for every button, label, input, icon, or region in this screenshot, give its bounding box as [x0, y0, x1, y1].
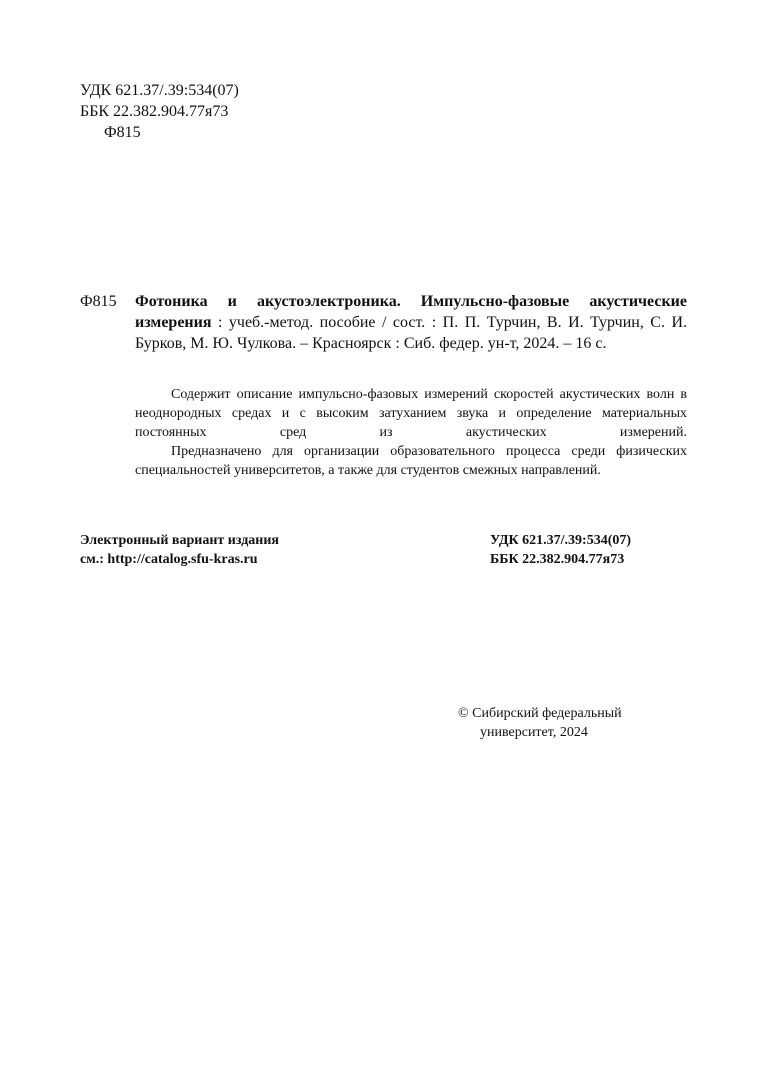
book-title: Фотоника и акустоэлектроника. Импульсно-фазовые акустические измерения	[135, 293, 687, 331]
top-classification-codes	[80, 80, 239, 143]
udk-code: УДК 621.37/.39:534(07)	[80, 82, 239, 99]
bbk-code: ББК 22.382.904.77я73	[490, 552, 625, 567]
catalog-link[interactable]: см.: http://catalog.sfu-kras.ru	[80, 552, 258, 567]
udk-code: УДК 621.37/.39:534(07)	[490, 533, 632, 548]
copyright-notice	[458, 704, 622, 742]
copyright-line: © Сибирский федеральный	[458, 706, 622, 721]
biblio-author-sign: Ф815	[80, 293, 117, 310]
book-details: : учеб.-метод. пособие / сост. : П. П. Турчин, В. И. Турчин, С. И. Бурков, М. Ю. Чулкова. – Красноярск : Сиб. федер. ун-т, 2024. – 16 с.	[135, 314, 687, 352]
annotation	[135, 385, 687, 480]
copyright-line: университет, 2024	[480, 725, 588, 740]
author-sign: Ф815	[104, 124, 141, 141]
electronic-edition	[80, 531, 279, 569]
annotation-paragraph: Содержит описание импульсно-фазовых измерений скоростей акустических волн в неоднородных средах и с высоким затуханием звука и определение материальных постоянных сред из акустических измерений.	[135, 387, 687, 440]
electronic-edition-label: Электронный вариант издания	[80, 533, 279, 548]
annotation-paragraph: Предназначено для организации образовательного процесса среди физических специальностей университетов, а также для студентов смежных направлений.	[135, 444, 687, 478]
bbk-code: ББК 22.382.904.77я73	[80, 103, 229, 120]
bibliographic-entry	[135, 291, 687, 354]
bottom-classification-codes	[490, 531, 631, 569]
